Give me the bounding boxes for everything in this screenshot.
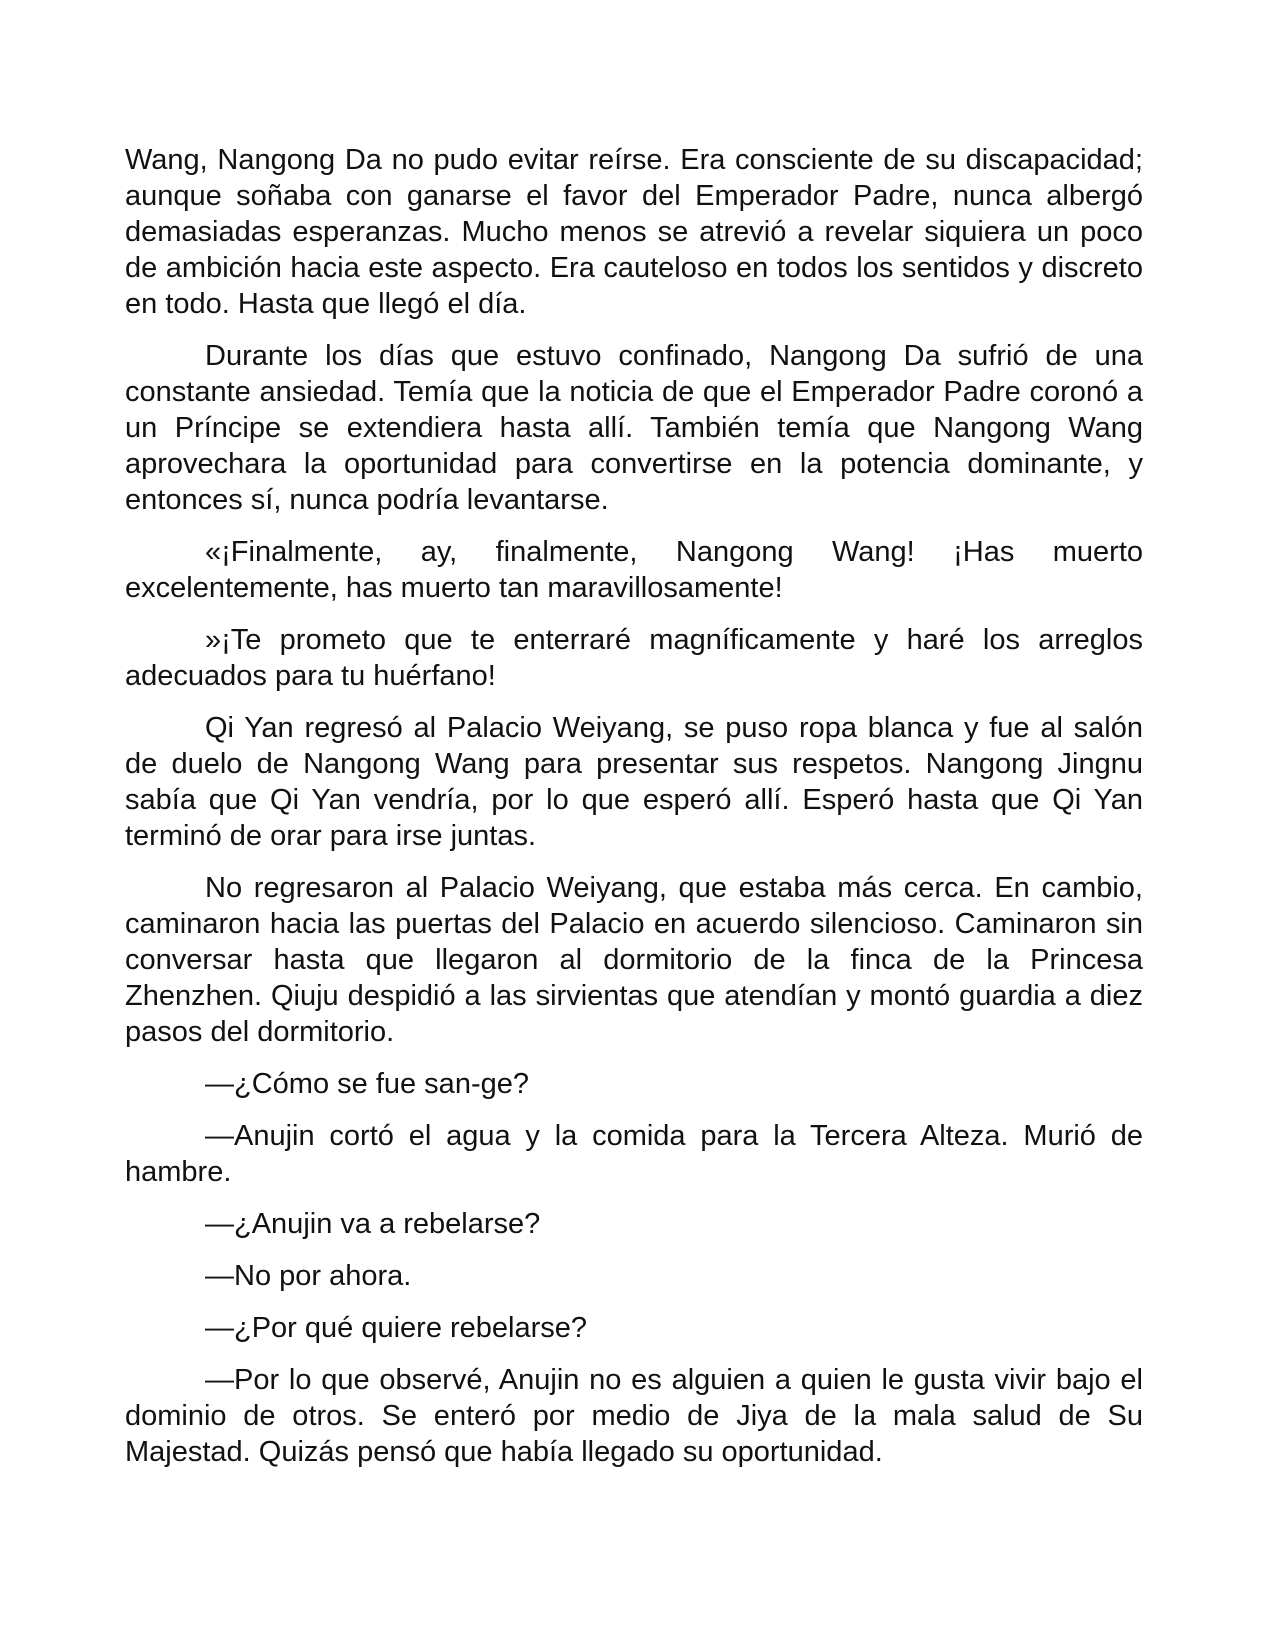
dialogue-line: —¿Por qué quiere rebelarse?	[205, 1312, 588, 1344]
dialogue-line: —No por ahora.	[205, 1260, 412, 1292]
paragraph: Durante los días que estuvo confinado, Nangong Da sufrió de una constante ansiedad. Temía que la noticia de que el Emperador Padre coronó a un Príncipe se extendiera hasta allí. También temía que Nangong Wang aprovechara la oportunidad para convertirse en la potencia dominante, y entonces sí, nunca podría levantarse.	[125, 340, 1143, 516]
document-body	[125, 142, 1143, 1486]
dialogue-line: —¿Anujin va a rebelarse?	[205, 1208, 541, 1240]
paragraph: »¡Te prometo que te enterraré magníficamente y haré los arreglos adecuados para tu huérfano!	[125, 624, 1143, 692]
paragraph: Wang, Nangong Da no pudo evitar reírse. Era consciente de su discapacidad; aunque soñaba con ganarse el favor del Emperador Padre, nunca albergó demasiadas esperanzas. Mucho menos se atrevió a revelar siquiera un poco de ambición hacia este aspecto. Era cauteloso en todos los sentidos y discreto en todo. Hasta que llegó el día.	[125, 144, 1143, 320]
paragraph: «¡Finalmente, ay, finalmente, Nangong Wang! ¡Has muerto excelentemente, has muerto tan maravillosamente!	[125, 536, 1143, 604]
dialogue-line: —Por lo que observé, Anujin no es alguien a quien le gusta vivir bajo el dominio de otros. Se enteró por medio de Jiya de la mala salud de Su Majestad. Quizás pensó que había llegado su oportunidad.	[125, 1364, 1143, 1468]
paragraph: No regresaron al Palacio Weiyang, que estaba más cerca. En cambio, caminaron hacia las puertas del Palacio en acuerdo silencioso. Caminaron sin conversar hasta que llegaron al dormitorio de la finca de la Princesa Zhenzhen. Qiuju despidió a las sirvientas que atendían y montó guardia a diez pasos del dormitorio.	[125, 872, 1143, 1048]
paragraph: Qi Yan regresó al Palacio Weiyang, se puso ropa blanca y fue al salón de duelo de Nangong Wang para presentar sus respetos. Nangong Jingnu sabía que Qi Yan vendría, por lo que esperó allí. Esperó hasta que Qi Yan terminó de orar para irse juntas.	[125, 712, 1143, 852]
dialogue-line: —Anujin cortó el agua y la comida para la Tercera Alteza. Murió de hambre.	[125, 1120, 1143, 1188]
dialogue-line: —¿Cómo se fue san-ge?	[205, 1068, 529, 1100]
